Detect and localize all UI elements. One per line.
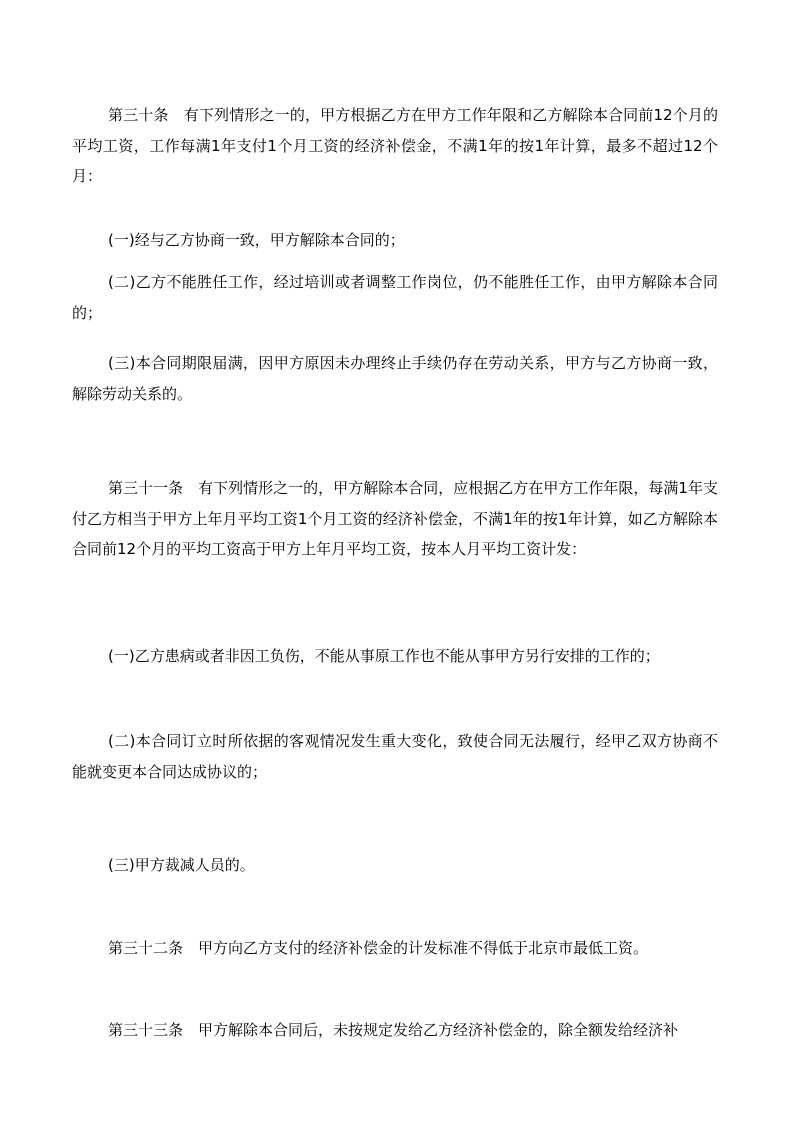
article-31-item-1: (一)乙方患病或者非因工负伤，不能从事原工作也不能从事甲方另行安排的工作的； xyxy=(108,647,660,665)
article-30-paragraph: 第三十条 有下列情形之一的，甲方根据乙方在甲方工作年限和乙方解除本合同前12个月的平均工资，工作每满1年支付1个月工资的经济补偿金，不满1年的按1年计算，最多不超过12个月： xyxy=(72,106,718,185)
article-30-item-1: (一)经与乙方协商一致，甲方解除本合同的； xyxy=(108,231,405,249)
article-32-paragraph: 第三十二条 甲方向乙方支付的经济补偿金的计发标准不得低于北京市最低工资。 xyxy=(108,939,649,957)
article-31-paragraph: 第三十一条 有下列情形之一的，甲方解除本合同，应根据乙方在甲方工作年限，每满1年支付乙方相当于甲方上年月平均工资1个月工资的经济补偿金，不满1年的按1年计算，如乙方解除本合同前12个月的平均工资高于甲方上年月平均工资，按本人月平均工资计发： xyxy=(72,479,718,558)
article-31-item-2: (二)本合同订立时所依据的客观情况发生重大变化，致使合同无法履行，经甲乙双方协商不能就变更本合同达成协议的； xyxy=(72,732,718,781)
article-30-item-2: (二)乙方不能胜任工作，经过培训或者调整工作岗位，仍不能胜任工作，由甲方解除本合同的； xyxy=(72,273,718,322)
article-30-item-3: (三)本合同期限届满，因甲方原因未办理终止手续仍存在劳动关系，甲方与乙方协商一致，解除劳动关系的。 xyxy=(72,354,718,403)
article-33-paragraph: 第三十三条 甲方解除本合同后，未按规定发给乙方经济补偿金的，除全额发给经济补 xyxy=(108,1021,679,1039)
article-31-item-3: (三)甲方裁减人员的。 xyxy=(108,856,255,874)
